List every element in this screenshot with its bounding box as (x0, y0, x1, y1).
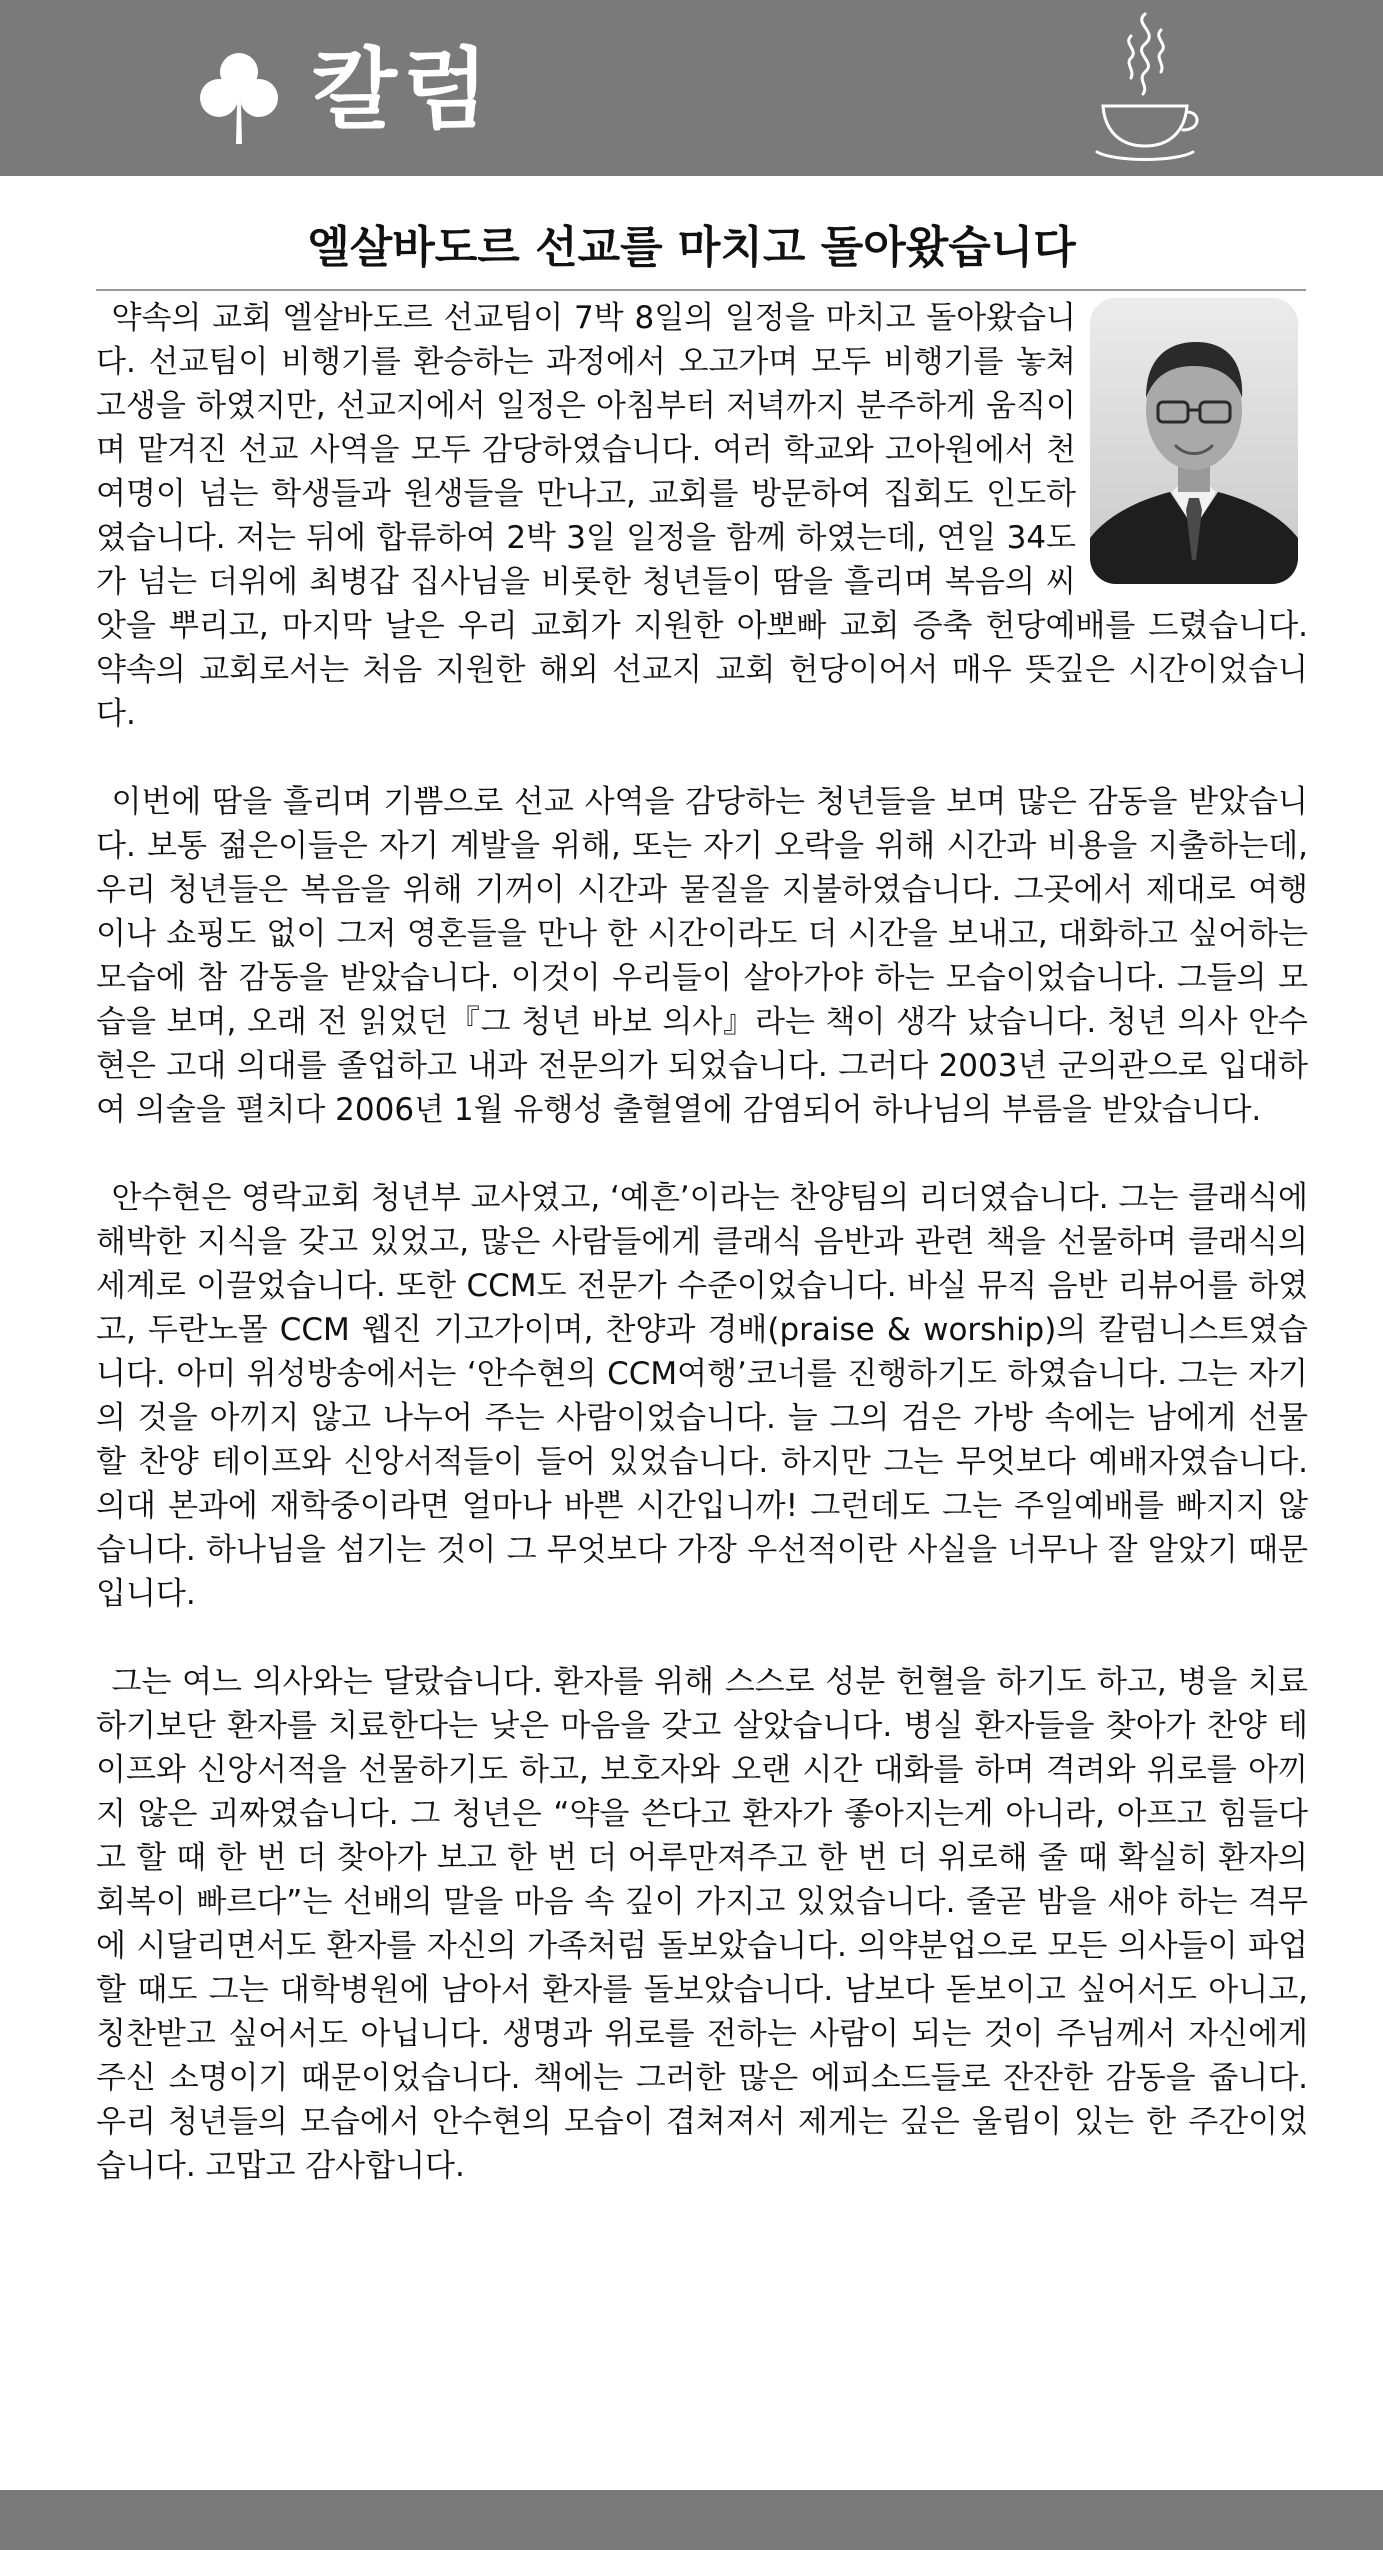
article-body (96, 296, 1308, 2188)
photo-spacer (1076, 296, 1308, 592)
title-divider (96, 289, 1306, 291)
paragraph-4: 그는 여느 의사와는 달랐습니다. 환자를 위해 스스로 성분 헌혈을 하기도 하고, 병을 치료하기보단 환자를 치료한다는 낮은 마음을 갖고 살았습니다. 병실 환자들을 찾아가 찬양 테이프와 신앙서적을 선물하기도 하고, 보호자와 오랜 시간 대화를 하며 격려와 위로를 아끼지 않은 괴짜였습니다. 그 청년은 “약을 쓴다고 환자가 좋아지는게 아니라, 아프고 힘들다고 할 때 한 번 더 찾아가 보고 한 번 더 어루만져주고 한 번 더 위로해 줄 때 확실히 환자의 회복이 빠르다”는 선배의 말을 마음 속 깊이 가지고 있었습니다. 줄곧 밤을 새야 하는 격무에 시달리면서도 환자를 자신의 가족처럼 돌보았습니다. 의약분업으로 모든 의사들이 파업할 때도 그는 대학병원에 남아서 환자를 돌보았습니다. 남보다 돋보이고 싶어서도 아니고, 칭찬받고 싶어서도 아닙니다. 생명과 위로를 전하는 사람이 되는 것이 주님께서 자신에게 주신 소명이기 때문이었습니다. 책에는 그러한 많은 에피소드들로 잔잔한 감동을 줍니다. 우리 청년들의 모습에서 안수현의 모습이 겹쳐져서 제게는 깊은 울림이 있는 한 주간이었습니다. 고맙고 감사합니다. (96, 1664, 1308, 2184)
paragraph-1: 약속의 교회 엘살바도르 선교팀이 7박 8일의 일정을 마치고 돌아왔습니다. 선교팀이 비행기를 환승하는 과정에서 오고가며 모두 비행기를 놓쳐 고생을 하였지만, 선교지에서 일정은 아침부터 저녁까지 분주하게 움직이며 맡겨진 선교 사역을 모두 감당하였습니다. 여러 학교와 고아원에서 천 여명이 넘는 학생들과 원생들을 만나고, 교회를 방문하여 집회도 인도하였습니다. 저는 뒤에 합류하여 2박 3일 일정을 함께 하였는데, 연일 34도가 넘는 더위에 최병갑 집사님을 비롯한 청년들이 땀을 흘리며 복음의 씨앗을 뿌리고, 마지막 날은 우리 교회가 지원한 아뽀빠 교회 증축 헌당예배를 드렸습니다. 약속의 교회로서는 처음 지원한 해외 선교지 교회 헌당이어서 매우 뜻깊은 시간이었습니다. (96, 300, 1308, 732)
paragraph-2: 이번에 땀을 흘리며 기쁨으로 선교 사역을 감당하는 청년들을 보며 많은 감동을 받았습니다. 보통 젊은이들은 자기 계발을 위해, 또는 자기 오락을 위해 시간과 비용을 지출하는데, 우리 청년들은 복음을 위해 기꺼이 시간과 물질을 지불하였습니다. 그곳에서 제대로 여행이나 쇼핑도 없이 그저 영혼들을 만나 한 시간이라도 더 시간을 보내고, 대화하고 싶어하는 모습에 참 감동을 받았습니다. 이것이 우리들이 살아가야 하는 모습이었습니다. 그들의 모습을 보며, 오래 전 읽었던『그 청년 바보 의사』라는 책이 생각 났습니다. 청년 의사 안수현은 고대 의대를 졸업하고 내과 전문의가 되었습니다. 그러다 2003년 군의관으로 입대하여 의술을 펼치다 2006년 1월 유행성 출혈열에 감염되어 하나님의 부름을 받았습니다. (96, 784, 1308, 1128)
steaming-cup-icon (1085, 6, 1205, 168)
section-title: 칼럼 (312, 38, 495, 141)
header-bar (0, 0, 1383, 176)
clover-icon (200, 52, 278, 144)
footer-bar (0, 2490, 1383, 2550)
paragraph-3: 안수현은 영락교회 청년부 교사였고, ‘예흔’이라는 찬양팀의 리더였습니다. 그는 클래식에 해박한 지식을 갖고 있었고, 많은 사람들에게 클래식 음반과 관련 책을 선물하며 클래식의 세계로 이끌었습니다. 또한 CCM도 전문가 수준이었습니다. 바실 뮤직 음반 리뷰어를 하였고, 두란노몰 CCM 웹진 기고가이며, 찬양과 경배(praise & worship)의 칼럼니스트였습니다. 아미 위성방송에서는 ‘안수현의 CCM여행’코너를 진행하기도 하였습니다. 그는 자기의 것을 아끼지 않고 나누어 주는 사람이었습니다. 늘 그의 검은 가방 속에는 남에게 선물할 찬양 테이프와 신앙서적들이 들어 있었습니다. 하지만 그는 무엇보다 예배자였습니다. 의대 본과에 재학중이라면 얼마나 바쁜 시간입니까! 그런데도 그는 주일예배를 빠지지 않습니다. 하나님을 섬기는 것이 그 무엇보다 가장 우선적이란 사실을 너무나 잘 알았기 때문입니다. (96, 1180, 1308, 1612)
article-title: 엘살바도르 선교를 마치고 돌아왔습니다 (307, 222, 1076, 273)
